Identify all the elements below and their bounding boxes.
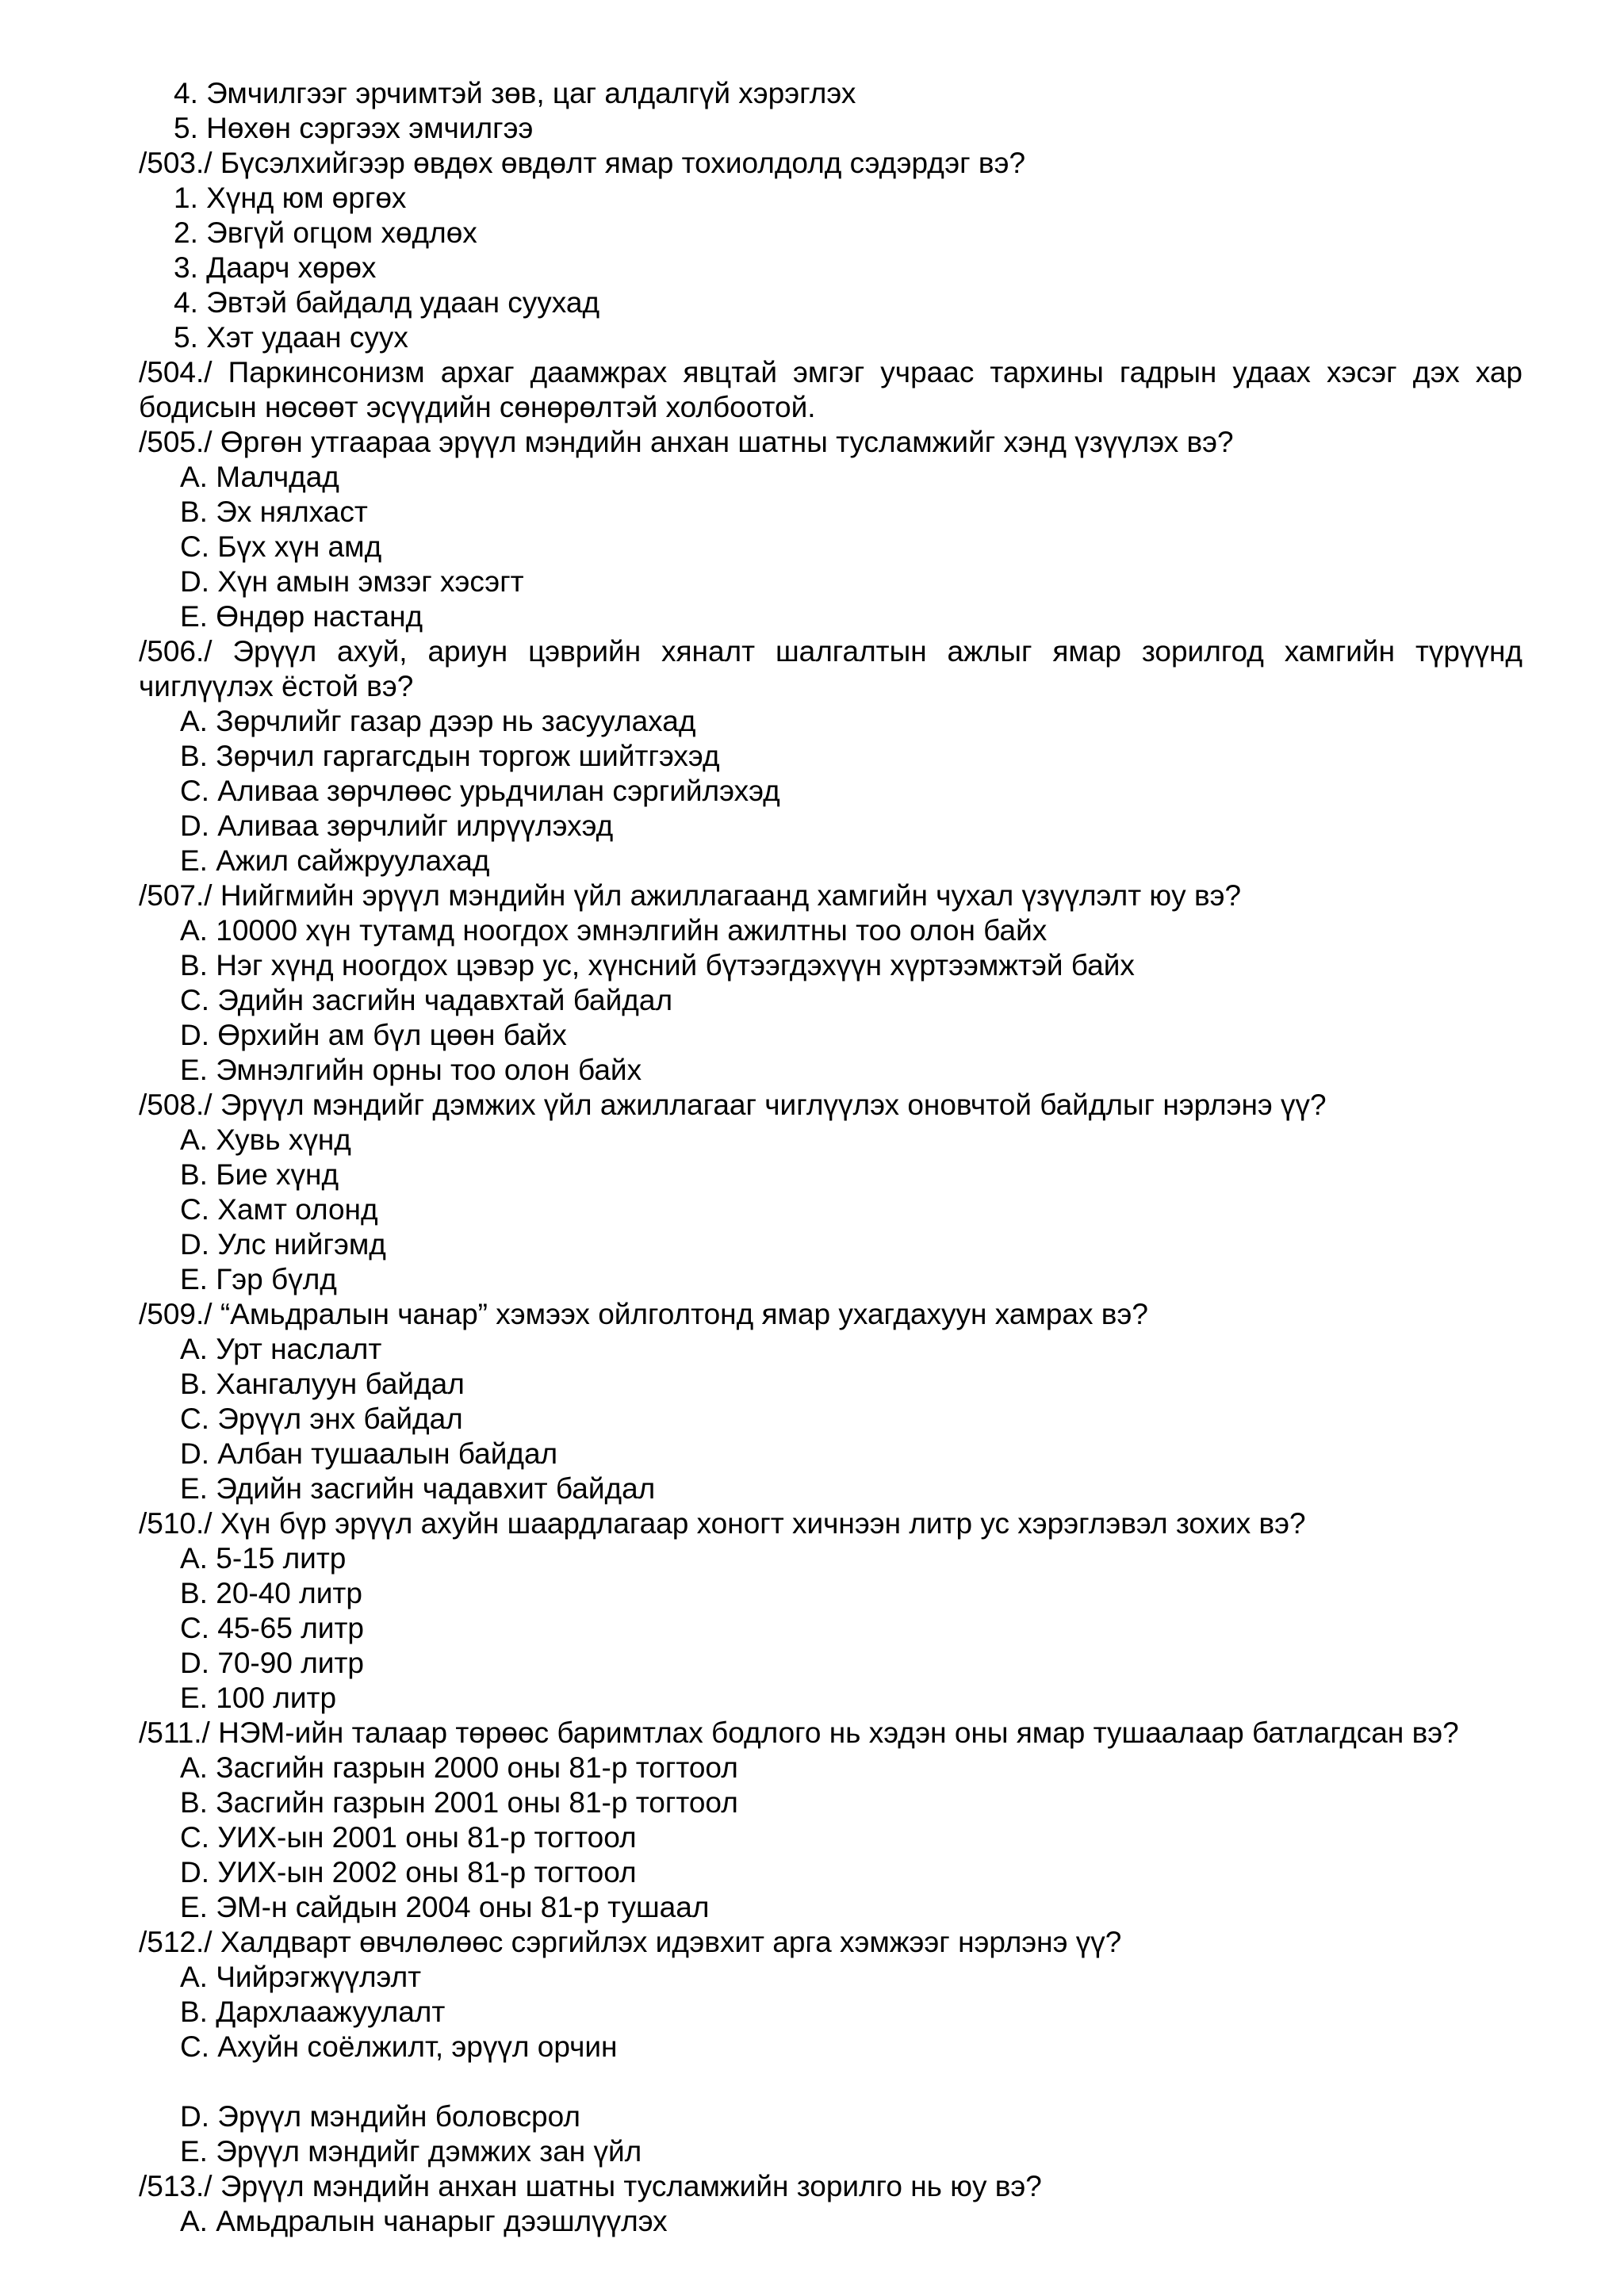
answer-option: E. 100 литр xyxy=(180,1682,337,1714)
question-line: /505./ Өргөн утгаараа эрүүл мэндийн анхан шатны тусламжийг хэнд үзүүлэх вэ? xyxy=(139,426,1234,458)
answer-option: E. Эрүүл мэндийг дэмжих зан үйл xyxy=(180,2135,642,2168)
paragraph: /504./ Паркинсонизм архаг даамжрах явцтай эмгэг учраас тархины гадрын удаах хэсэг дэх хар бодисын нөсөөт эсүүдийн сөнөрөлтэй холбоотой. xyxy=(139,356,1522,423)
answer-option: B. Хангалуун байдал xyxy=(180,1368,465,1400)
question-line: /511./ НЭМ-ийн талаар төрөөс баримтлах бодлого нь хэдэн оны ямар тушаалаар батлагдсан вэ? xyxy=(139,1716,1459,1749)
answer-option: A. Малчдад xyxy=(180,461,339,493)
numbered-item: 2. Эвгүй огцом хөдлөх xyxy=(174,216,477,249)
answer-option: D. Улс нийгэмд xyxy=(180,1228,386,1261)
answer-option: B. Дархлаажуулалт xyxy=(180,1996,446,2028)
answer-option: A. 5-15 литр xyxy=(180,1542,347,1575)
question-line: /513./ Эрүүл мэндийн анхан шатны тусламжийн зорилго нь юу вэ? xyxy=(139,2170,1042,2202)
question-line: /508./ Эрүүл мэндийг дэмжих үйл ажиллагааг чиглүүлэх оновчтой байдлыг нэрлэнэ үү? xyxy=(139,1089,1327,1121)
answer-option: E. Эмнэлгийн орны тоо олон байх xyxy=(180,1054,642,1086)
answer-option: D. Аливаа зөрчлийг илрүүлэхэд xyxy=(180,809,614,842)
answer-option: C. Аливаа зөрчлөөс урьдчилан сэргийлэхэд xyxy=(180,775,780,807)
answer-option: D. УИХ-ын 2002 оны 81-р тогтоол xyxy=(180,1856,637,1888)
answer-option: B. Бие хүнд xyxy=(180,1158,339,1191)
answer-option: A. Хувь хүнд xyxy=(180,1123,351,1156)
blank-line xyxy=(139,2064,1522,2099)
answer-option: B. Эх нялхаст xyxy=(180,496,368,528)
answer-option: D. Хүн амын эмзэг хэсэгт xyxy=(180,565,524,598)
numbered-item: 5. Нөхөн сэргээх эмчилгээ xyxy=(174,112,534,144)
answer-option: B. Засгийн газрын 2001 оны 81-р тогтоол xyxy=(180,1786,738,1819)
answer-option: E. Эдийн засгийн чадавхит байдал xyxy=(180,1472,656,1505)
answer-option: C. 45-65 литр xyxy=(180,1612,364,1644)
answer-option: C. Ахуйн соёлжилт, эрүүл орчин xyxy=(180,2030,618,2063)
answer-option: A. Чийрэгжүүлэлт xyxy=(180,1961,422,1993)
question-line: /509./ “Амьдралын чанар” хэмээх ойлголтонд ямар ухагдахуун хамрах вэ? xyxy=(139,1298,1148,1330)
answer-option: D. 70-90 литр xyxy=(180,1647,364,1679)
document-page xyxy=(139,76,1522,2239)
numbered-item: 5. Хэт удаан суух xyxy=(174,321,408,354)
answer-option: D. Өрхийн ам бүл цөөн байх xyxy=(180,1019,567,1051)
answer-option: C. Эрүүл энх байдал xyxy=(180,1402,463,1435)
answer-option: C. Бүх хүн амд xyxy=(180,530,382,563)
answer-option: C. УИХ-ын 2001 оны 81-р тогтоол xyxy=(180,1821,637,1854)
answer-option: A. Урт наслалт xyxy=(180,1333,382,1365)
answer-option: C. Эдийн засгийн чадавхтай байдал xyxy=(180,984,673,1016)
answer-option: B. Нэг хүнд ноогдох цэвэр ус, хүнсний бүтээгдэхүүн хүртээмжтэй байх xyxy=(180,949,1135,982)
answer-option: E. Ажил сайжруулахад xyxy=(180,844,490,877)
answer-option: C. Хамт олонд xyxy=(180,1193,378,1226)
numbered-item: 4. Эвтэй байдалд удаан суухад xyxy=(174,286,600,319)
answer-option: D. Эрүүл мэндийн боловсрол xyxy=(180,2100,580,2133)
answer-option: E. ЭМ-н сайдын 2004 оны 81-р тушаал xyxy=(180,1891,710,1923)
answer-option: A. 10000 хүн тутамд ноогдох эмнэлгийн ажилтны тоо олон байх xyxy=(180,914,1048,947)
answer-option: B. 20-40 литр xyxy=(180,1577,362,1609)
question-line: /510./ Хүн бүр эрүүл ахуйн шаардлагаар хоногт хичнээн литр ус хэрэглэвэл зохих вэ? xyxy=(139,1507,1306,1540)
answer-option: E. Гэр бүлд xyxy=(180,1263,337,1295)
question-line: /507./ Нийгмийн эрүүл мэндийн үйл ажиллагаанд хамгийн чухал үзүүлэлт юу вэ? xyxy=(139,879,1242,912)
answer-option: A. Амьдралын чанарыг дээшлүүлэх xyxy=(180,2205,668,2237)
answer-option: A. Засгийн газрын 2000 оны 81-р тогтоол xyxy=(180,1751,738,1784)
paragraph: /506./ Эрүүл ахуй, ариун цэврийн хяналт шалгалтын ажлыг ямар зорилгод хамгийн түрүүнд чиглүүлэх ёстой вэ? xyxy=(139,635,1522,702)
question-line: /512./ Халдварт өвчлөлөөс сэргийлэх идэвхит арга хэмжээг нэрлэнэ үү? xyxy=(139,1926,1122,1958)
answer-option: D. Албан тушаалын байдал xyxy=(180,1437,558,1470)
question-line: /503./ Бүсэлхийгээр өвдөх өвдөлт ямар тохиолдолд сэдэрдэг вэ? xyxy=(139,147,1026,179)
answer-option: B. Зөрчил гаргагсдын торгож шийтгэхэд xyxy=(180,740,720,772)
answer-option: A. Зөрчлийг газар дээр нь засуулахад xyxy=(180,705,696,737)
answer-option: E. Өндөр настанд xyxy=(180,600,423,633)
numbered-item: 3. Даарч хөрөх xyxy=(174,251,377,284)
numbered-item: 4. Эмчилгээг эрчимтэй зөв, цаг алдалгүй хэрэглэх xyxy=(174,77,856,109)
numbered-item: 1. Хүнд юм өргөх xyxy=(174,182,407,214)
